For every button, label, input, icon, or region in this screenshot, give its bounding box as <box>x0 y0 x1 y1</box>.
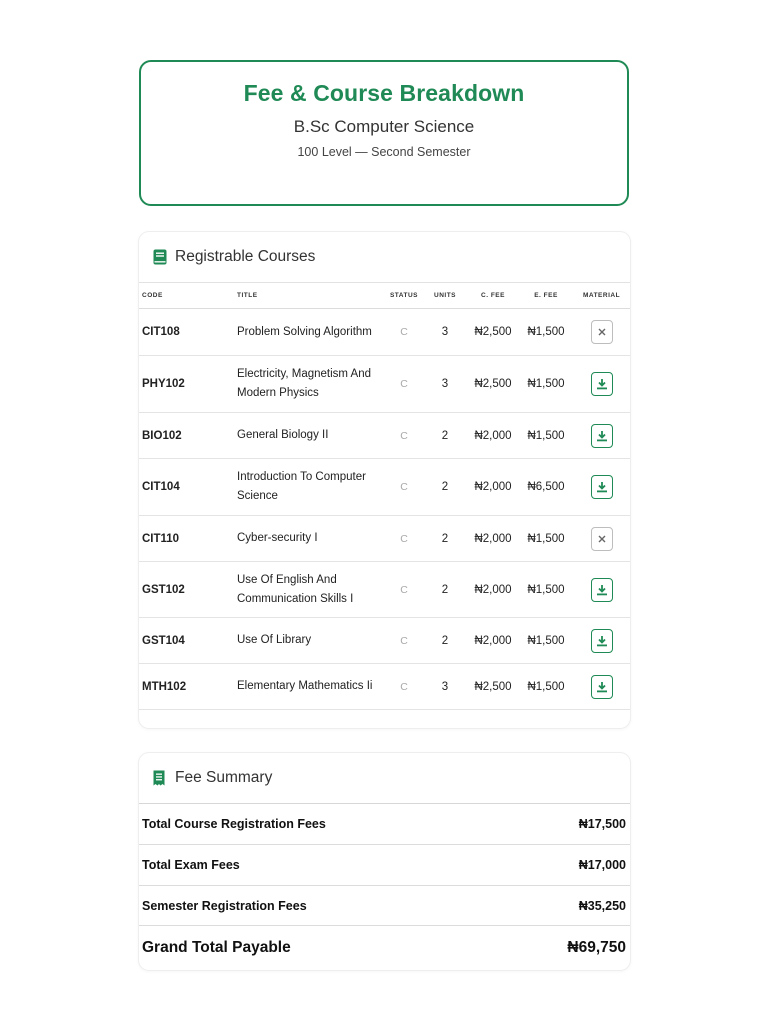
table-row <box>139 413 630 459</box>
course-status: C <box>385 413 423 459</box>
book-icon <box>153 249 167 265</box>
fee-row-exam <box>139 845 630 886</box>
course-fee: ₦2,000 <box>467 562 519 618</box>
course-fee: ₦2,500 <box>467 664 519 710</box>
table-row <box>139 516 630 562</box>
exam-fee: ₦1,500 <box>519 664 573 710</box>
fee-label: Total Course Registration Fees <box>142 817 326 831</box>
course-units: 2 <box>423 459 467 516</box>
course-status: C <box>385 618 423 664</box>
course-fee: ₦2,500 <box>467 309 519 356</box>
course-code: CIT110 <box>139 516 237 562</box>
course-units: 3 <box>423 356 467 413</box>
close-icon <box>597 534 607 544</box>
grand-total-row <box>139 926 630 970</box>
fee-summary-card <box>139 753 630 970</box>
page-title: Fee & Course Breakdown <box>243 80 525 106</box>
course-fee: ₦2,500 <box>467 356 519 413</box>
exam-fee: ₦1,500 <box>519 516 573 562</box>
course-code: GST104 <box>139 618 237 664</box>
course-fee: ₦2,000 <box>467 459 519 516</box>
course-title: Use Of English And Communication Skills I <box>237 562 385 618</box>
course-status: C <box>385 309 423 356</box>
course-units: 3 <box>423 664 467 710</box>
course-code: BIO102 <box>139 413 237 459</box>
fee-value: ₦17,000 <box>578 858 626 872</box>
material-unavailable-button <box>591 320 613 344</box>
course-units: 2 <box>423 562 467 618</box>
course-material <box>573 309 630 356</box>
course-units: 2 <box>423 413 467 459</box>
course-material <box>573 562 630 618</box>
course-code: CIT104 <box>139 459 237 516</box>
table-row <box>139 459 630 516</box>
download-material-button[interactable] <box>591 578 613 602</box>
download-material-button[interactable] <box>591 372 613 396</box>
registrable-courses-card <box>139 232 630 728</box>
fee-value: ₦35,250 <box>578 898 626 913</box>
download-material-button[interactable] <box>591 424 613 448</box>
exam-fee: ₦1,500 <box>519 356 573 413</box>
table-row <box>139 309 630 356</box>
exam-fee: ₦6,500 <box>519 459 573 516</box>
course-title: Elementary Mathematics Ii <box>237 664 385 710</box>
table-row <box>139 664 630 710</box>
fee-section-title: Fee Summary <box>175 769 273 786</box>
receipt-icon <box>153 770 167 786</box>
column-header-title: TITLE <box>237 283 385 309</box>
course-title: Introduction To Computer Science <box>237 459 385 516</box>
course-title: Cyber-security I <box>237 516 385 562</box>
exam-fee: ₦1,500 <box>519 562 573 618</box>
grand-total-value: ₦69,750 <box>567 939 626 956</box>
download-icon <box>596 378 608 390</box>
fee-card-header <box>139 753 630 804</box>
download-icon <box>596 635 608 647</box>
close-icon <box>597 327 607 337</box>
table-row <box>139 356 630 413</box>
column-header-code: CODE <box>139 283 237 309</box>
page-header-card <box>139 60 629 206</box>
course-code: PHY102 <box>139 356 237 413</box>
course-units: 3 <box>423 309 467 356</box>
exam-fee: ₦1,500 <box>519 309 573 356</box>
course-title: Problem Solving Algorithm <box>237 309 385 356</box>
column-header-status: STATUS <box>385 283 423 309</box>
course-title: General Biology II <box>237 413 385 459</box>
download-material-button[interactable] <box>591 475 613 499</box>
fee-label: Total Exam Fees <box>142 858 240 872</box>
column-header-material: MATERIAL <box>573 283 630 309</box>
course-code: MTH102 <box>139 664 237 710</box>
exam-fee: ₦1,500 <box>519 618 573 664</box>
material-unavailable-button <box>591 527 613 551</box>
column-header-units: UNITS <box>423 283 467 309</box>
download-icon <box>596 481 608 493</box>
download-icon <box>596 430 608 442</box>
course-code: CIT108 <box>139 309 237 356</box>
course-status: C <box>385 356 423 413</box>
fee-label: Semester Registration Fees <box>142 898 307 913</box>
course-status: C <box>385 459 423 516</box>
course-status: C <box>385 664 423 710</box>
courses-card-header <box>139 232 630 283</box>
course-status: C <box>385 516 423 562</box>
table-header-row <box>139 283 630 309</box>
grand-total-label: Grand Total Payable <box>142 939 291 956</box>
courses-section-title: Registrable Courses <box>175 248 316 265</box>
course-material <box>573 356 630 413</box>
course-fee: ₦2,000 <box>467 516 519 562</box>
semester-label: 100 Level — Second Semester <box>297 145 471 159</box>
download-material-button[interactable] <box>591 675 613 699</box>
exam-fee: ₦1,500 <box>519 413 573 459</box>
course-material <box>573 516 630 562</box>
course-status: C <box>385 562 423 618</box>
column-header-exam-fee: E. FEE <box>519 283 573 309</box>
courses-table <box>139 283 630 710</box>
course-title: Electricity, Magnetism And Modern Physics <box>237 356 385 413</box>
fee-value: ₦17,500 <box>578 817 626 831</box>
course-units: 2 <box>423 516 467 562</box>
download-icon <box>596 681 608 693</box>
fee-row-semester-registration <box>139 886 630 926</box>
course-material <box>573 618 630 664</box>
course-units: 2 <box>423 618 467 664</box>
course-material <box>573 664 630 710</box>
course-code: GST102 <box>139 562 237 618</box>
course-material <box>573 459 630 516</box>
course-fee: ₦2,000 <box>467 618 519 664</box>
fee-row-course-registration <box>139 804 630 845</box>
program-name: B.Sc Computer Science <box>293 117 475 136</box>
download-material-button[interactable] <box>591 629 613 653</box>
table-row <box>139 618 630 664</box>
course-material <box>573 413 630 459</box>
column-header-course-fee: C. FEE <box>467 283 519 309</box>
table-row <box>139 562 630 618</box>
course-title: Use Of Library <box>237 618 385 664</box>
download-icon <box>596 584 608 596</box>
course-fee: ₦2,000 <box>467 413 519 459</box>
